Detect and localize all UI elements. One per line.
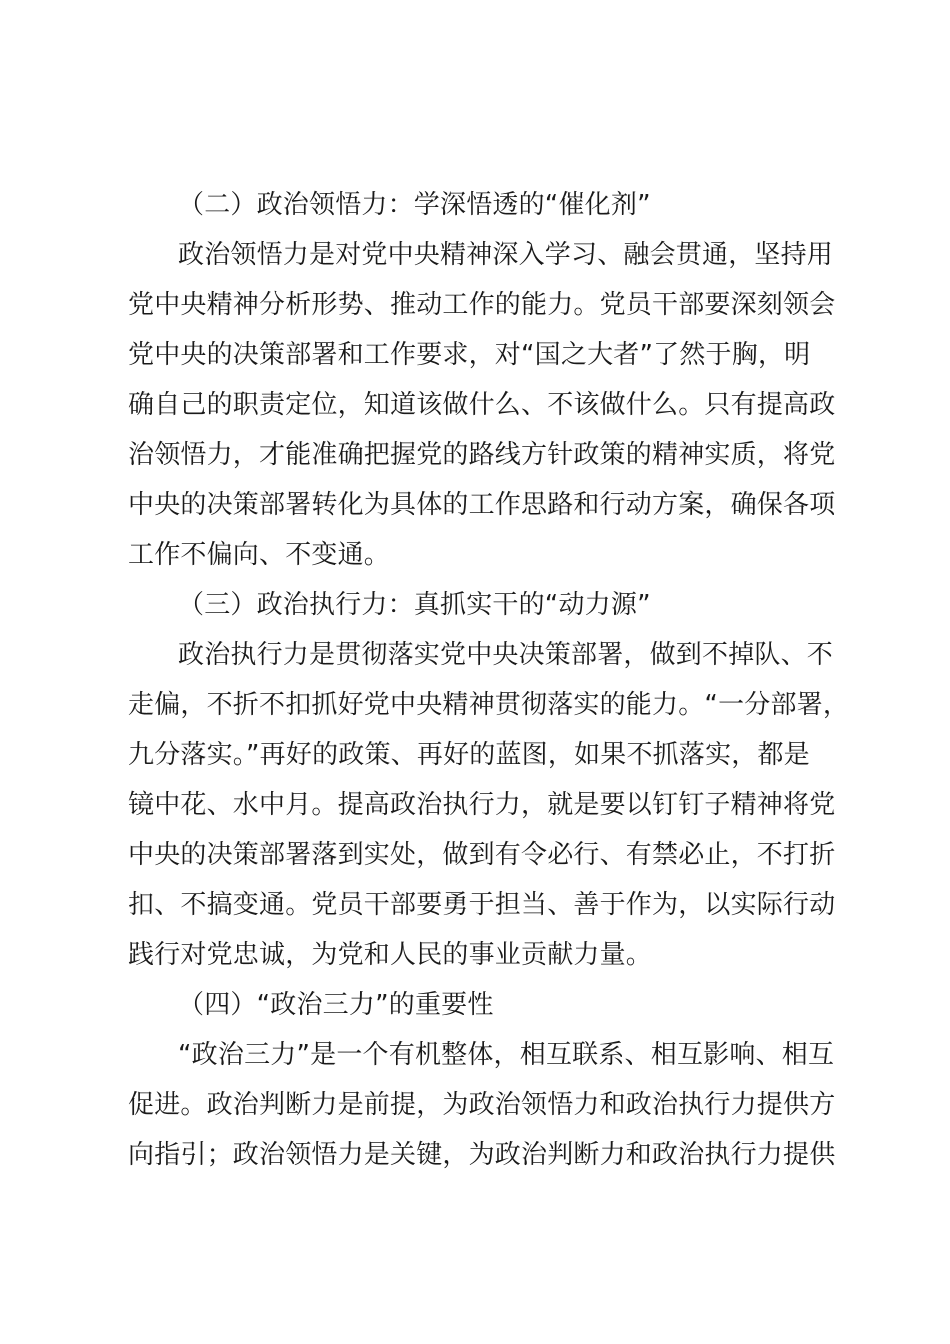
paragraph-line: 工作不偏向、不变通。: [128, 540, 391, 570]
paragraph-line: 扣、不搞变通。党员干部要勇于担当、善于作为，以实际行动: [128, 890, 836, 920]
paragraph-line: 政治领悟力是对党中央精神深入学习、融会贯通，坚持用: [178, 240, 834, 270]
paragraph-line: 走偏，不折不扣抓好党中央精神贯彻落实的能力。“一分部署，: [128, 690, 850, 720]
section-heading-3: （三）政治执行力：真抓实干的“动力源”: [178, 590, 651, 620]
section-heading-2: （二）政治领悟力：学深悟透的“催化剂”: [178, 190, 651, 220]
paragraph-line: 党中央精神分析形势、推动工作的能力。党员干部要深刻领会: [128, 290, 836, 320]
paragraph-line: 促进。政治判断力是前提，为政治领悟力和政治执行力提供方: [128, 1090, 836, 1120]
paragraph-line: 确自己的职责定位，知道该做什么、不该做什么。只有提高政: [128, 390, 836, 420]
paragraph-line: 践行对党忠诚，为党和人民的事业贡献力量。: [128, 940, 653, 970]
paragraph-line: “政治三力”是一个有机整体，相互联系、相互影响、相互: [178, 1040, 835, 1070]
paragraph-line: 中央的决策部署落到实处，做到有令必行、有禁必止，不打折: [128, 840, 836, 870]
paragraph-line: 镜中花、水中月。提高政治执行力，就是要以钉钉子精神将党: [128, 790, 836, 820]
paragraph-line: 治领悟力，才能准确把握党的路线方针政策的精神实质，将党: [128, 440, 836, 470]
paragraph-line: 向指引；政治领悟力是关键，为政治判断力和政治执行力提供: [128, 1140, 836, 1170]
paragraph-line: 党中央的决策部署和工作要求，对“国之大者”了然于胸，明: [128, 340, 811, 370]
section-heading-4: （四）“政治三力”的重要性: [178, 990, 494, 1020]
paragraph-line: 中央的决策部署转化为具体的工作思路和行动方案，确保各项: [128, 490, 836, 520]
paragraph-line: 九分落实。”再好的政策、再好的蓝图，如果不抓落实，都是: [128, 740, 810, 770]
paragraph-line: 政治执行力是贯彻落实党中央决策部署，做到不掉队、不: [178, 640, 834, 670]
document-body: [128, 180, 850, 1180]
